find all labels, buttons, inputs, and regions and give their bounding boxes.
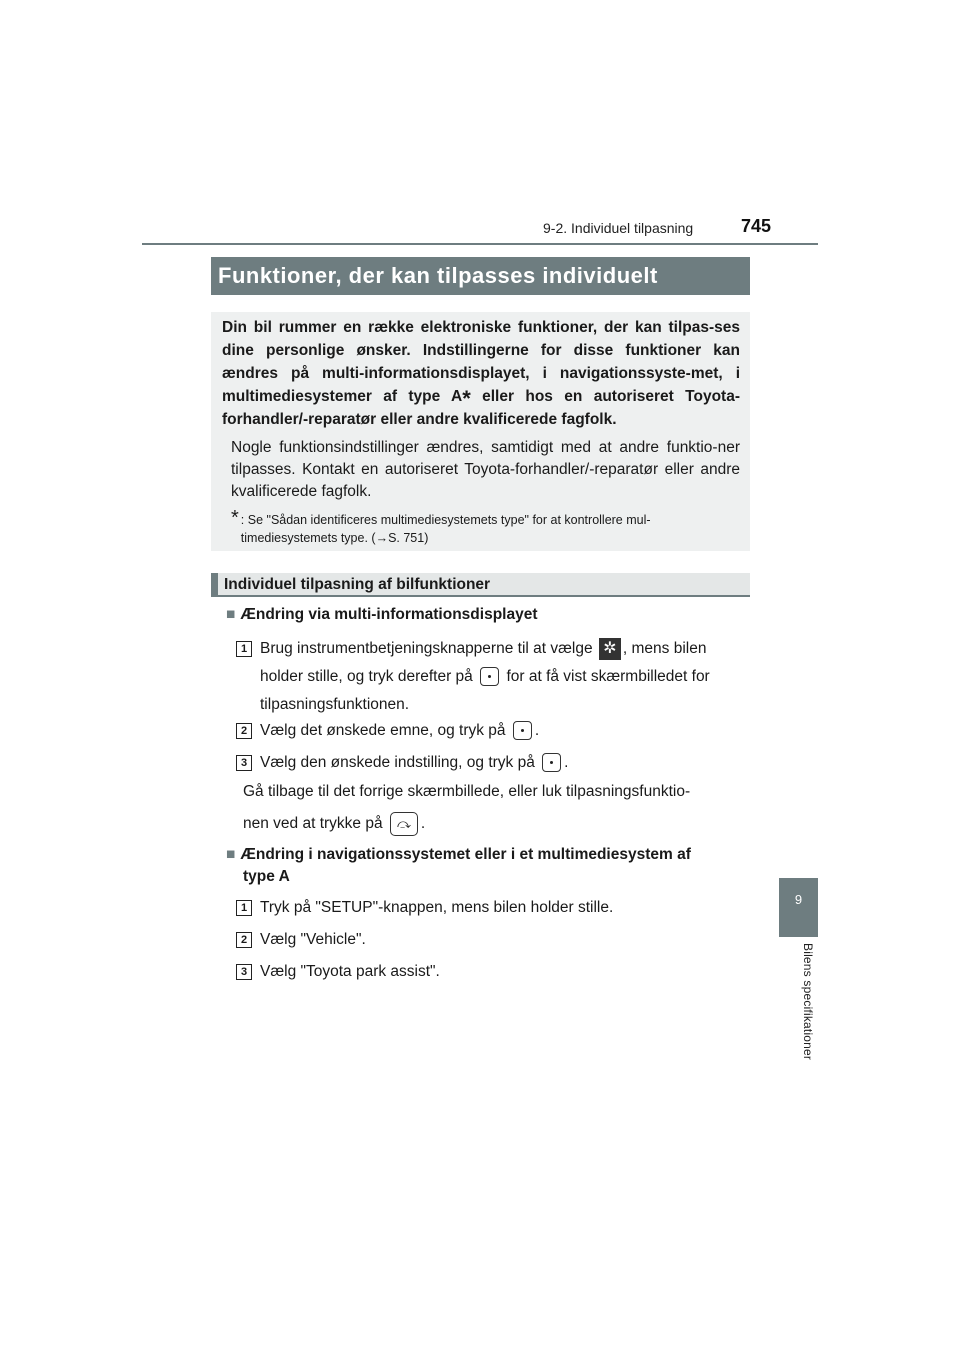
step-3-text-b: . <box>564 754 569 771</box>
intro-box <box>211 312 750 551</box>
intro-summary <box>222 316 740 431</box>
section2-step-2-text: Vælg "Vehicle". <box>260 931 366 948</box>
step-2-text-b: . <box>534 722 540 739</box>
chapter-tab <box>779 878 818 937</box>
page-number: 745 <box>741 216 772 236</box>
header-divider <box>142 243 818 245</box>
section2-heading-a: Ændring i navigationssystemet eller i et multimediesystem af <box>240 846 691 863</box>
step-number-1: 1 <box>236 900 252 916</box>
step-1-text-e: tilpasningsfunktionen. <box>260 696 410 713</box>
section2-step-3-text: Vælg "Toyota park assist". <box>260 963 440 980</box>
footnote-text: : Se "Sådan identificeres multimediesystemets type" for at kontrollere mul-timediesystemets type. (→S. 751) <box>240 513 651 545</box>
page-title: Funktioner, der kan tilpasses individuelt <box>211 257 750 295</box>
step-1-text-b: , mens bilen <box>622 640 707 657</box>
enter-button-icon <box>542 753 561 772</box>
enter-button-icon <box>480 667 499 686</box>
step-1-text-c: holder stille, og tryk derefter på <box>260 668 473 685</box>
footnote-mark: * <box>231 507 239 529</box>
step-number-2: 2 <box>236 932 252 948</box>
gear-icon: ✲ <box>599 638 621 660</box>
section1-heading-text: Ændring via multi-informationsdisplayet <box>240 606 538 623</box>
step-3-text <box>260 749 746 777</box>
step-number-3: 3 <box>236 755 252 771</box>
intro-summary-part1: Din bil rummer en række elektroniske funktioner, der kan tilpas-ses dine personlige ønsker. Indstillingerne for disse funktioner kan ændres på multi-informationsdisplayet, i navigationssyste-met, i multimediesystemer af type A <box>222 319 740 405</box>
section2-step-1-text: Tryk på "SETUP"-knappen, mens bilen holder stille. <box>260 899 614 916</box>
intro-note: Nogle funktionsindstillinger ændres, samtidigt med at andre funktio-ner tilpasses. Kontakt en autoriseret Toyota-forhandler/-reparatør eller andre kvalificerede fagfolk. <box>231 439 740 500</box>
step-number-2: 2 <box>236 723 252 739</box>
step-number-1: 1 <box>236 641 252 657</box>
footnote-marker: * <box>462 386 471 411</box>
subsection-heading: Individuel tilpasning af bilfunktioner <box>211 573 750 597</box>
section1-heading <box>226 604 746 626</box>
chapter-number: 9 <box>794 892 803 907</box>
section-header: 9-2. Individuel tilpasning <box>543 220 694 236</box>
footnote <box>231 507 740 547</box>
back-note-c: . <box>420 815 426 832</box>
back-note-a: Gå tilbage til det forrige skærmbillede, eller luk tilpasningsfunktio- <box>243 783 691 800</box>
intro-summary-part2: eller hos en autoriseret Toyota-forhandler/-reparatør eller andre kvalificerede fagfolk. <box>222 388 740 428</box>
step-1-text <box>260 635 746 719</box>
step-1-text-a: Brug instrumentbetjeningsknapperne til at vælge <box>260 640 593 657</box>
step-2-text-a: Vælg det ønskede emne, og tryk på <box>260 722 506 739</box>
back-button-icon: ⤼ <box>390 812 418 836</box>
step-2-text <box>260 717 746 745</box>
bullet-square: ■ <box>226 846 236 863</box>
chapter-label: Bilens specifikationer <box>801 943 815 1061</box>
back-note-b: nen ved at trykke på <box>243 815 383 832</box>
step-number-3: 3 <box>236 964 252 980</box>
back-note <box>243 776 746 840</box>
bullet-square: ■ <box>226 606 236 623</box>
step-3-text-a: Vælg den ønskede indstilling, og tryk på <box>260 754 535 771</box>
section2-heading-b: type A <box>243 868 290 885</box>
step-1-text-d: for at få vist skærmbilledet for <box>506 668 710 685</box>
section2-heading <box>226 844 746 888</box>
enter-button-icon <box>513 721 532 740</box>
